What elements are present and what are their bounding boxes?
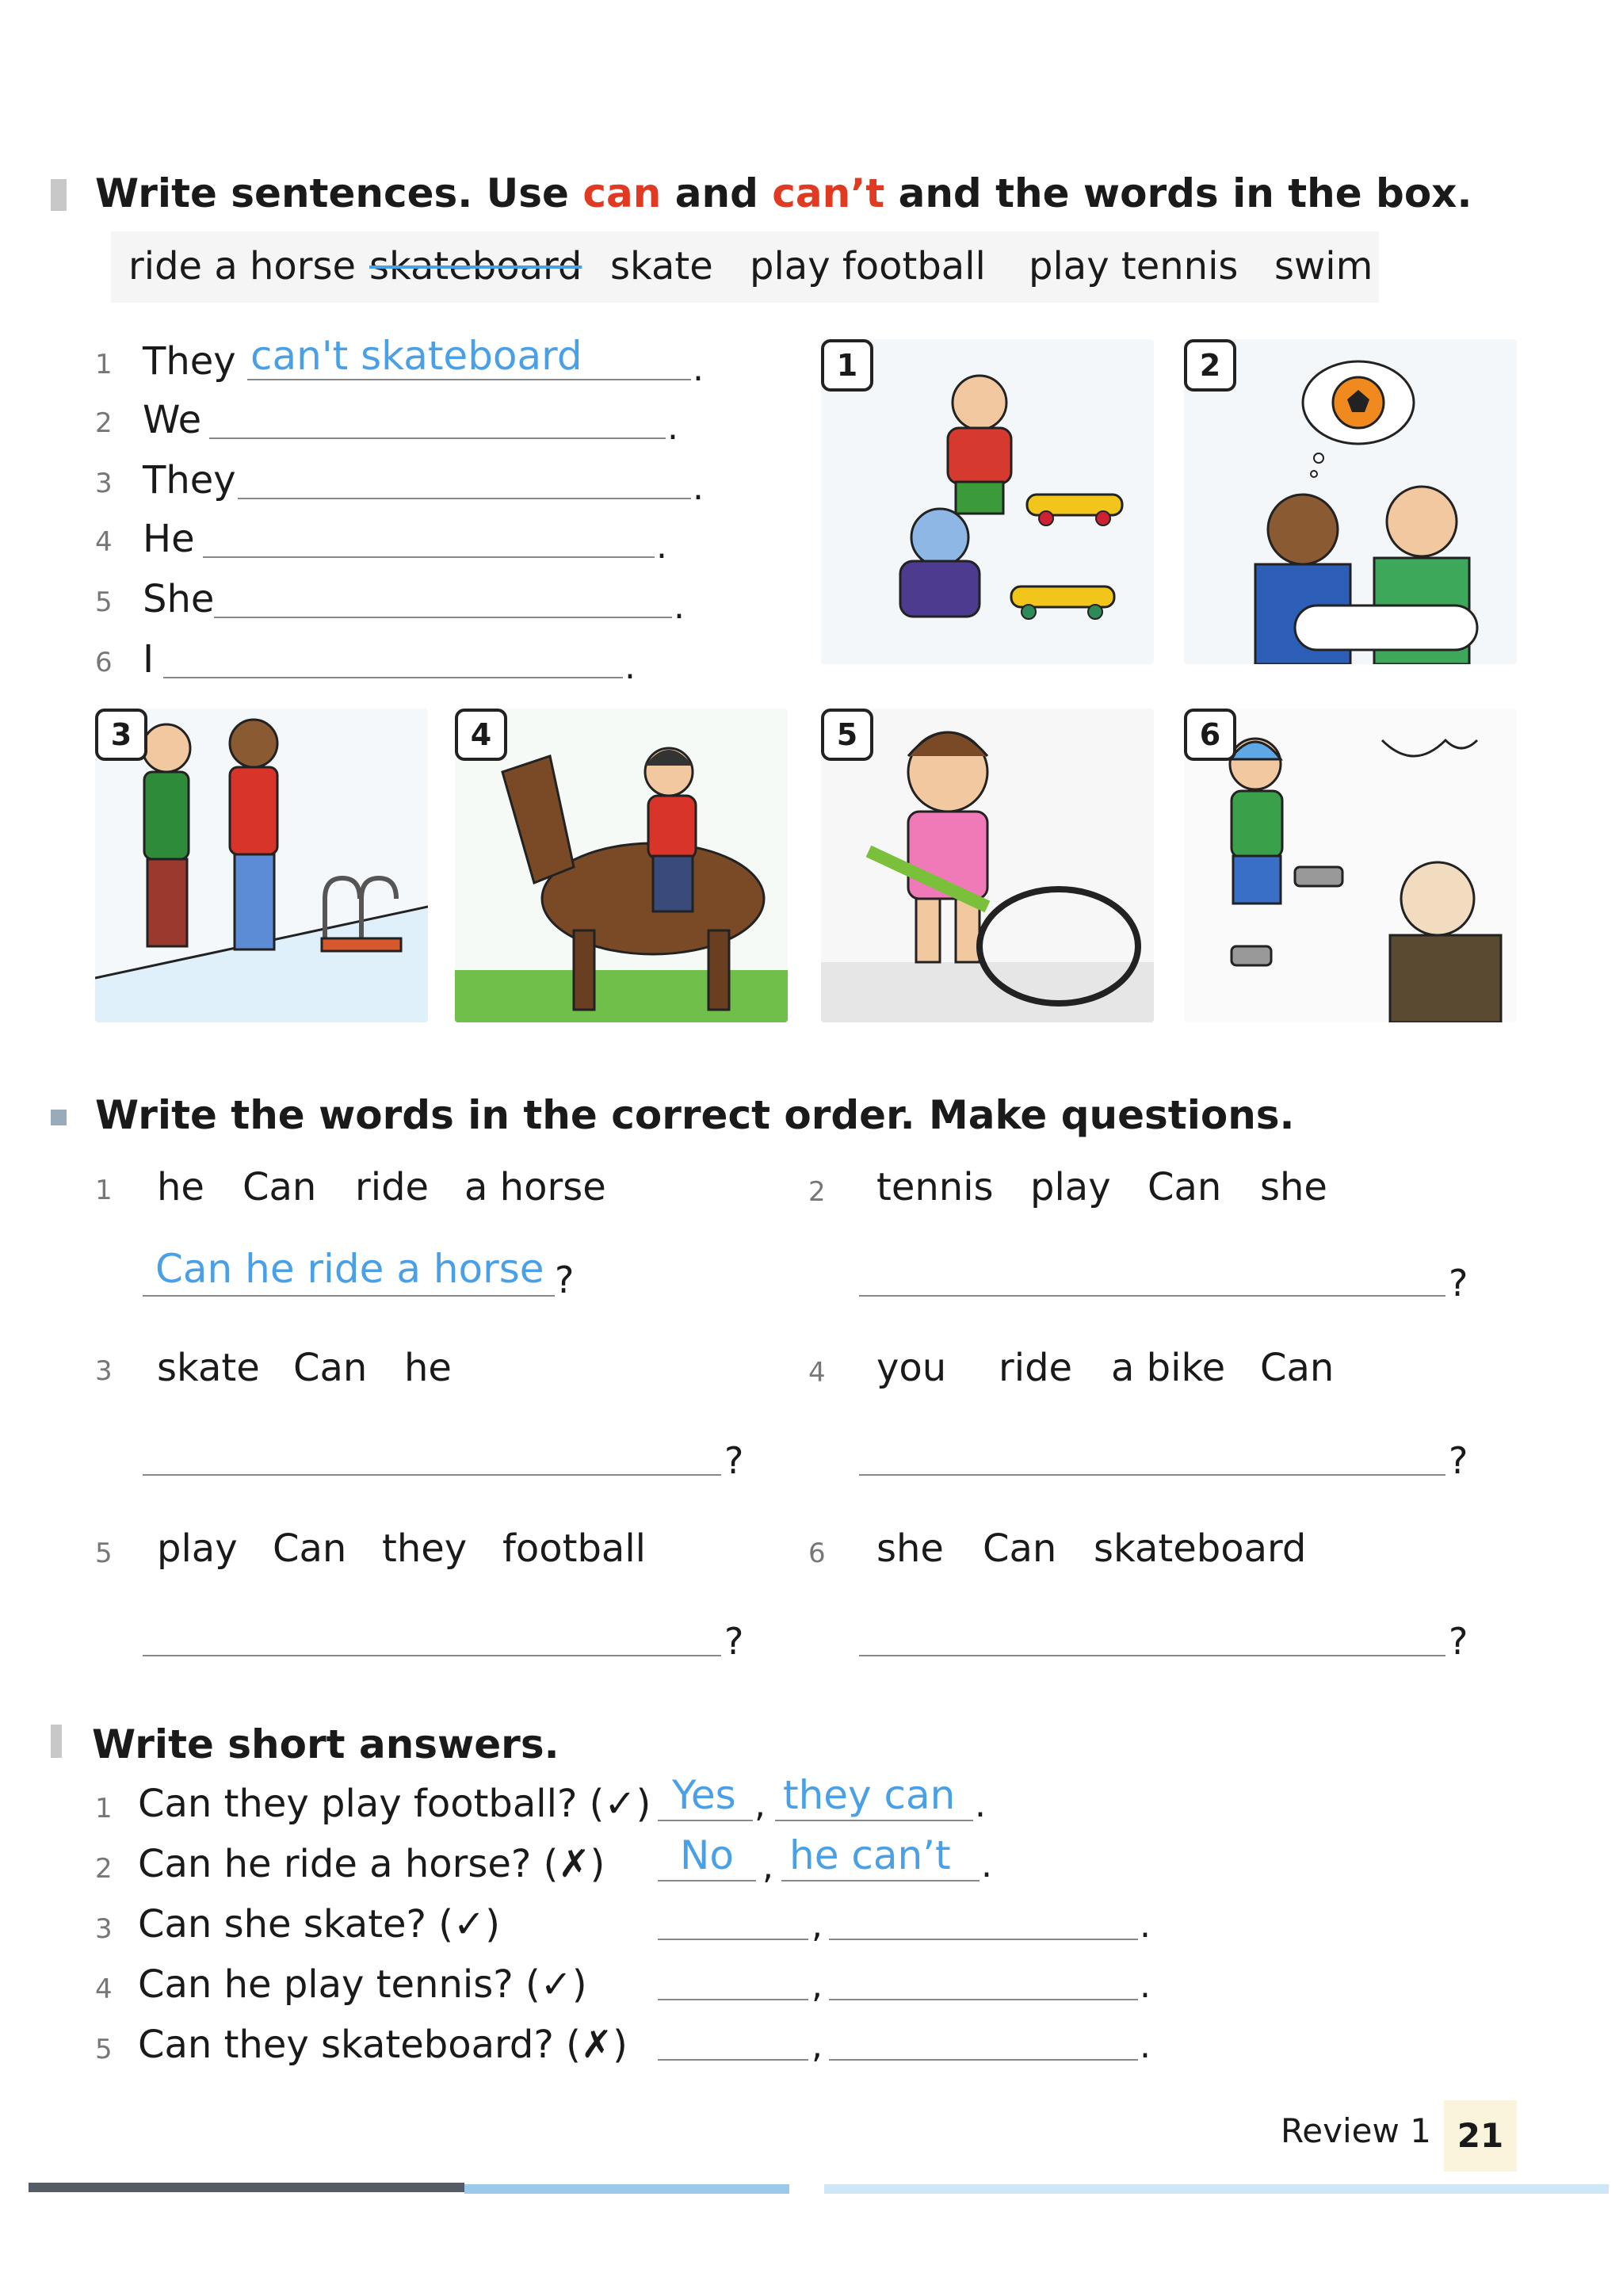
answer-line[interactable] xyxy=(658,1820,753,1821)
scrambled-word: ride xyxy=(355,1165,430,1209)
item-number: 1 xyxy=(95,349,113,380)
scrambled-word: a horse xyxy=(464,1165,606,1209)
footer-bar-right xyxy=(824,2184,1609,2194)
can-highlight: can xyxy=(582,170,662,216)
footer-label: Review 1 xyxy=(1281,2111,1431,2150)
scrambled-word: football xyxy=(502,1526,647,1571)
scrambled-word: Can xyxy=(293,1346,368,1390)
answer-line[interactable] xyxy=(214,617,672,618)
item-number: 5 xyxy=(95,586,113,618)
footer-bar-left xyxy=(29,2183,464,2192)
footer-bar-mid xyxy=(464,2184,789,2194)
scrambled-word: she xyxy=(1260,1165,1327,1209)
item-number: 2 xyxy=(95,407,113,439)
question-text: Can she skate? (✓) xyxy=(138,1902,500,1946)
item-number: 4 xyxy=(95,1973,113,2005)
answer-line[interactable] xyxy=(203,556,655,558)
word-skateboard: skateboard xyxy=(369,244,582,288)
item-subject: I xyxy=(143,637,155,682)
answer-line[interactable] xyxy=(829,2059,1138,2061)
answer-line[interactable] xyxy=(859,1295,1445,1297)
item-subject: He xyxy=(143,517,195,561)
picture-number-5: 5 xyxy=(821,709,873,761)
answer-line[interactable] xyxy=(658,1880,756,1881)
cant-highlight: can’t xyxy=(772,170,885,216)
item-number: 3 xyxy=(95,468,113,499)
answer-text: Yes xyxy=(672,1772,736,1818)
item-number: 6 xyxy=(95,647,113,678)
scrambled-word: a bike xyxy=(1111,1346,1226,1390)
section1-heading: Write sentences. Use can and can’t and the words in the box. xyxy=(95,170,1472,216)
question-text: Can they play football? (✓) xyxy=(138,1782,651,1826)
football-thought-icon xyxy=(1333,377,1384,428)
item-number: 6 xyxy=(808,1538,826,1569)
scrambled-word: ride xyxy=(999,1346,1073,1390)
answer-line[interactable] xyxy=(143,1474,721,1476)
scrambled-word: he xyxy=(404,1346,452,1390)
answer-text: No xyxy=(680,1832,734,1878)
scrambled-word: tennis xyxy=(876,1165,994,1209)
picture-number-4: 4 xyxy=(455,709,507,761)
word-ride-a-horse: ride a horse xyxy=(128,244,357,288)
answer-text: they can xyxy=(783,1772,956,1818)
item-number: 5 xyxy=(95,1538,113,1569)
scrambled-word: they xyxy=(382,1526,468,1571)
scrambled-word: play xyxy=(1030,1165,1111,1209)
word-swim: swim xyxy=(1274,244,1373,288)
scrambled-word: skate xyxy=(157,1346,260,1390)
question-text: Can he play tennis? (✓) xyxy=(138,1962,587,2007)
answer-line[interactable] xyxy=(163,677,623,678)
section3-heading: Write short answers. xyxy=(92,1721,559,1767)
skateboard-icon xyxy=(1027,495,1122,525)
scrambled-word: skateboard xyxy=(1094,1526,1307,1571)
word-play-football: play football xyxy=(750,244,986,288)
answer-line[interactable] xyxy=(143,1295,555,1297)
scrambled-word: play xyxy=(157,1526,238,1571)
item-number: 2 xyxy=(95,1853,113,1885)
word-play-tennis: play tennis xyxy=(1029,244,1239,288)
answer-line[interactable] xyxy=(209,437,666,439)
item-subject: She xyxy=(143,577,215,621)
scrambled-word: Can xyxy=(1260,1346,1335,1390)
section3-marker xyxy=(51,1725,62,1758)
picture-number-3: 3 xyxy=(95,709,147,761)
item-number: 2 xyxy=(808,1176,826,1208)
answer-line[interactable] xyxy=(658,1999,808,2000)
answer-line[interactable] xyxy=(658,2059,808,2061)
scrambled-word: Can xyxy=(242,1165,317,1209)
picture-number-6: 6 xyxy=(1184,709,1236,761)
item-number: 1 xyxy=(95,1175,113,1206)
answer-text: Can he ride a horse xyxy=(155,1246,544,1292)
item-number: 1 xyxy=(95,1793,113,1824)
section2-marker xyxy=(51,1110,67,1125)
word-skate: skate xyxy=(610,244,713,288)
scrambled-word: you xyxy=(876,1346,947,1390)
section2-heading: Write the words in the correct order. Make questions. xyxy=(95,1092,1295,1138)
item-subject: They xyxy=(143,339,236,384)
answer-line[interactable] xyxy=(658,1939,808,1940)
section1-marker xyxy=(51,179,67,211)
page-number: 21 xyxy=(1457,2116,1504,2155)
answer-line[interactable] xyxy=(781,1880,980,1881)
question-text: Can they skateboard? (✗) xyxy=(138,2023,628,2067)
answer-line[interactable] xyxy=(143,1655,721,1656)
picture-number-1: 1 xyxy=(821,339,873,392)
item-number: 3 xyxy=(95,1913,113,1945)
scrambled-word: Can xyxy=(273,1526,347,1571)
answer-line[interactable] xyxy=(859,1655,1445,1656)
answer-text: can't skateboard xyxy=(250,333,582,379)
picture-number-2: 2 xyxy=(1184,339,1236,392)
answer-line[interactable] xyxy=(238,498,691,499)
item-subject: We xyxy=(143,398,202,442)
answer-line[interactable] xyxy=(247,379,691,380)
answer-line[interactable] xyxy=(859,1474,1445,1476)
answer-line[interactable] xyxy=(829,1939,1138,1940)
item-number: 5 xyxy=(95,2034,113,2065)
answer-line[interactable] xyxy=(829,1999,1138,2000)
item-number: 4 xyxy=(95,526,113,558)
scrambled-word: she xyxy=(876,1526,944,1571)
answer-text: he can’t xyxy=(789,1832,951,1878)
scrambled-word: Can xyxy=(1148,1165,1222,1209)
item-number: 4 xyxy=(808,1357,826,1389)
scrambled-word: Can xyxy=(983,1526,1057,1571)
question-text: Can he ride a horse? (✗) xyxy=(138,1842,605,1886)
answer-line[interactable] xyxy=(775,1820,973,1821)
item-number: 3 xyxy=(95,1355,113,1387)
page-number-box xyxy=(1444,2100,1517,2172)
item-subject: They xyxy=(143,458,236,502)
scrambled-word: he xyxy=(157,1165,204,1209)
